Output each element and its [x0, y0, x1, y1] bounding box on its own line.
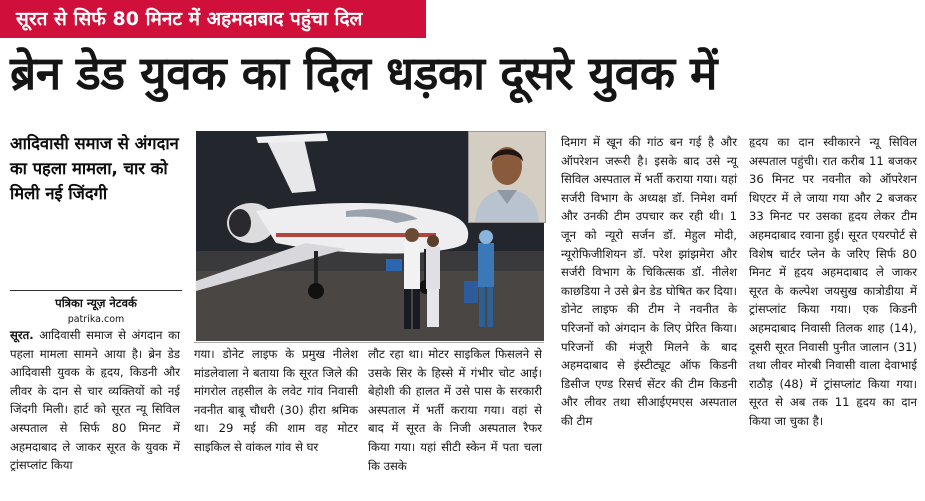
- article-column-3: [368, 345, 542, 475]
- article-column-1: [10, 326, 180, 475]
- byline-divider: [10, 290, 182, 291]
- column-2-text: गया। डोनेट लाइफ के प्रमुख नीलेश मांडलेवाला ने बताया कि सूरत जिले की मांगरोल तहसील के लवेट गांव निवासी नवनीत बाबू चौधरी (30) हीरा श्रमिक था। 29 मई की शाम वह मोटर साइकिल से वांकल गांव से घर: [194, 347, 358, 454]
- column-5-text: हृदय का दान स्वीकारने न्यू सिविल अस्पताल पहुंची। रात करीब 11 बजकर 36 मिनट पर नवनीत को ऑपरेशन थिएटर में ले जाया गया और 2 बजकर 33 मिनट पर उसका हृदय लेकर टीम अहमदाबाद रवाना हुई। सूरत एयरपोर्ट से विशेष चार्टर प्लेन के जरिए सिर्फ 80 मिनट में हृदय अहमदाबाद ले जाकर सूरत के कल्पेश जयसुख कात्रोडीया में ट्रांसप्लांट किया गया। एक किडनी अहमदाबाद निवासी तिलक शाह (14), दूसरी सूरत निवासी पुनीत जालान (31) तथा लीवर मोरबी निवासी वाला देवाभाई राठौड़ (48) में ट्रांसप्लांट किया गया। सूरत से अब तक 11 हृदय का दान किया जा चुका है।: [749, 135, 917, 428]
- kicker-text: सूरत से सिर्फ 80 मिनट में अहमदाबाद पहुंचा दिल: [16, 8, 363, 30]
- deck-subheadline: आदिवासी समाज से अंगदान का पहला मामला, चार को मिली नई जिंदगी: [10, 134, 179, 203]
- headline: ब्रेन डेड युवक का दिल धड़का दूसरे युवक में: [10, 46, 718, 100]
- column-1-text: आदिवासी समाज से अंगदान का पहला मामला सामने आया है। ब्रेन डेड आदिवासी युवक के हृदय, किडनी और लीवर के दान से चार व्यक्तियों को नई जिंदगी मिली। हार्ट को सूरत न्यू सिविल अस्पताल से सिर्फ 80 मिनट में अहमदाबाद ले जाकर सूरत के युवक में ट्रांसप्लांट किया: [10, 328, 181, 473]
- article-column-5: [749, 133, 917, 431]
- person-portrait-icon: [469, 132, 545, 222]
- dateline: सूरत.: [10, 328, 34, 342]
- byline: पत्रिका न्यूज़ नेटवर्क: [55, 296, 137, 310]
- kicker-banner: [0, 0, 426, 38]
- donor-portrait: [468, 131, 546, 223]
- column-4-text: दिमाग में खून की गांठ बन गई है और ऑपरेशन जरूरी है। इसके बाद उसे न्यू सिविल अस्पताल में भर्ती कराया गया। यहां सर्जरी विभाग के अध्यक्ष डॉ. निमेश वर्मा और उनकी टीम उपचार कर रही थी। 1 जून को न्यूरो सर्जन डॉ. मेहुल मोदी, न्यूरोफिजीशियन डॉ. परेश झांझमेरा और सर्जरी विभाग के चिकित्सक डॉ. नीलेश काछडिया ने उसे ब्रेन डेड घोषित कर दिया। डोनेट लाइफ की टीम ने नवनीत के परिजनों को अंगदान के लिए प्रेरित किया। परिजनों की मंजूरी मिलने के बाद अहमदाबाद से इंस्टीट्यूट ऑफ किडनी डिसीज एण्ड रिसर्च सेंटर की टीम किडनी और लीवर तथा सीआईएमएस अस्पताल की टीम: [561, 135, 737, 428]
- byline-website: patrika.com: [67, 314, 125, 325]
- column-3-text: लौट रहा था। मोटर साइकिल फिसलने से उसके सिर के हिस्से में गंभीर चोट आई। बेहोशी की हालत में उसे पास के सरकारी अस्पताल में भर्ती कराया गया। वहां से बाद में सूरत के निजी अस्पताल रैफर किया गया। यहां सीटी स्केन में पता चला कि उसके: [368, 347, 542, 473]
- article-column-2: [194, 345, 358, 457]
- article-column-4: [561, 133, 737, 431]
- photo-divider: [194, 342, 544, 343]
